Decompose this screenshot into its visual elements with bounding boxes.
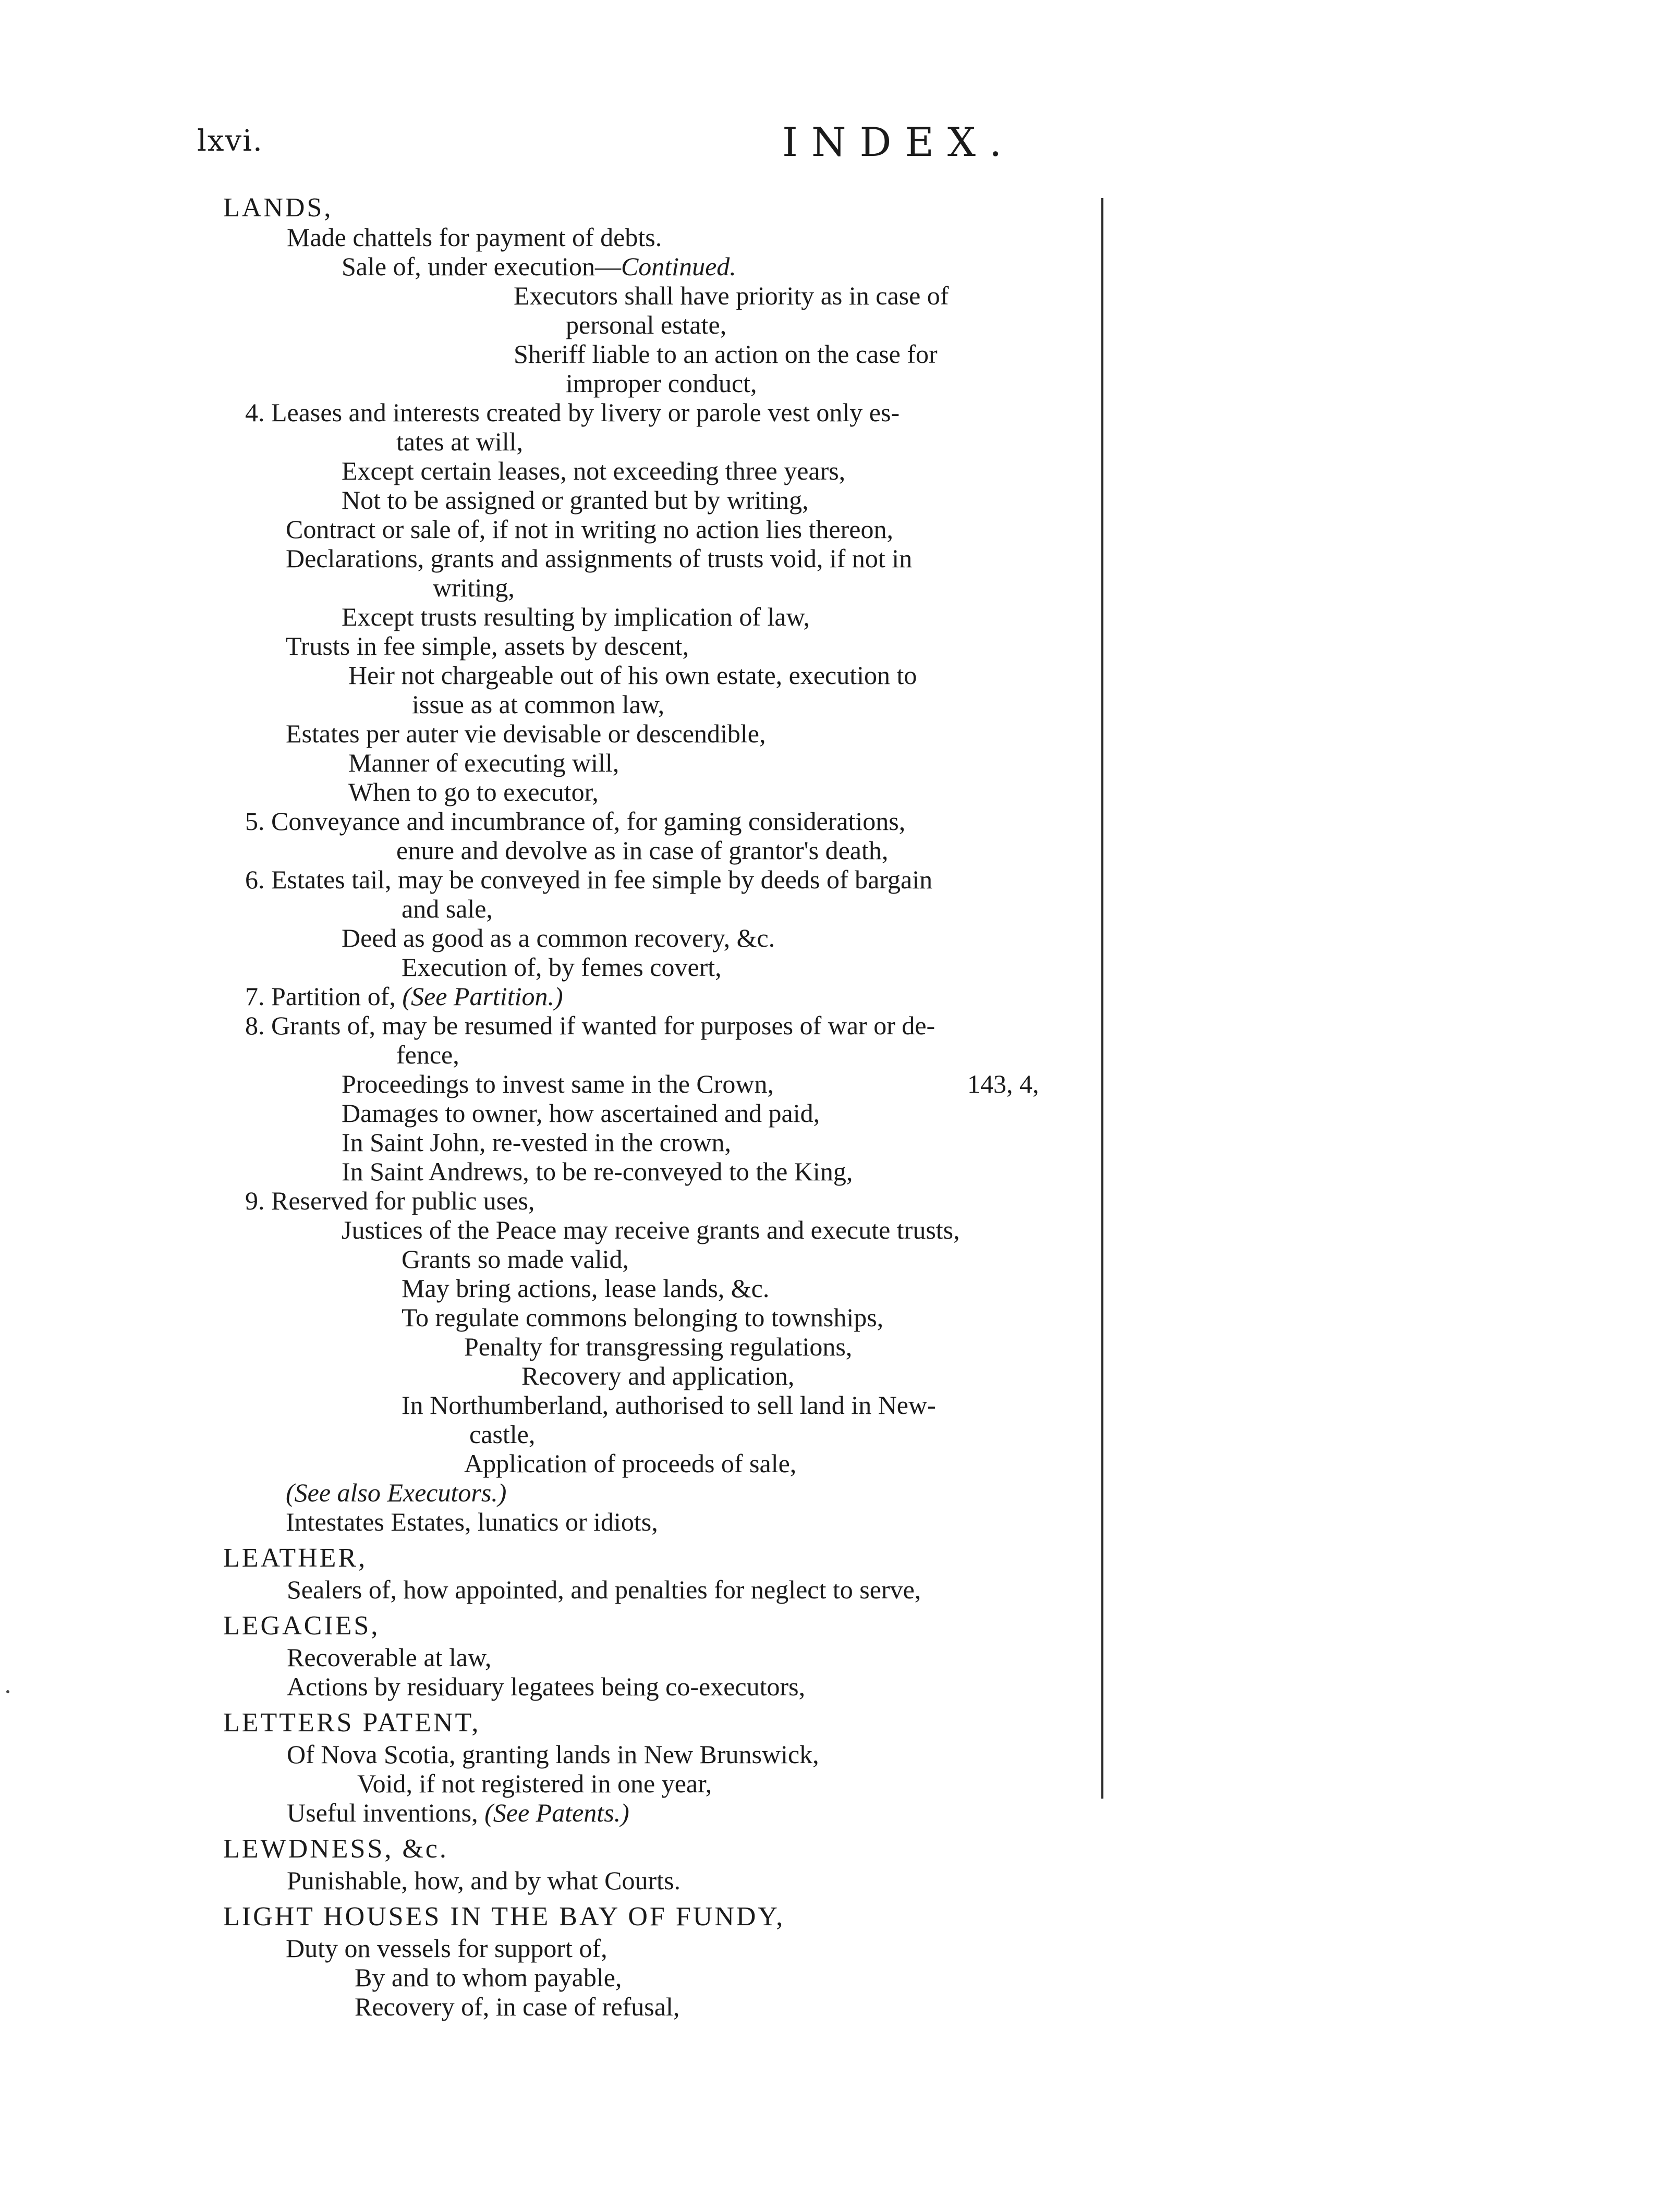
index-heading	[223, 1543, 367, 1573]
entry-text: Punishable, how, and by what Courts.	[287, 1866, 681, 1895]
index-entry	[348, 748, 619, 778]
entry-cross-reference: (See Partition.)	[402, 982, 563, 1011]
entry-text: Of Nova Scotia, granting lands in New Brunswick,	[287, 1740, 819, 1769]
entry-text: 7. Partition of,	[245, 982, 403, 1011]
entry-text: issue as at common law,	[412, 690, 665, 719]
index-entry	[342, 456, 845, 486]
index-entry	[566, 368, 757, 398]
entry-text: Sealers of, how appointed, and penalties for neglect to serve,	[287, 1575, 921, 1604]
entry-text: By and to whom payable,	[355, 1963, 622, 1992]
index-entry	[287, 1642, 491, 1672]
entry-text: LEATHER,	[223, 1543, 368, 1573]
index-entry	[348, 777, 599, 807]
index-heading	[223, 193, 333, 223]
entry-text: Made chattels for payment of debts.	[287, 223, 662, 252]
index-entry	[286, 1933, 607, 1963]
entry-cross-reference: Continued.	[621, 252, 736, 281]
entry-text: castle,	[469, 1420, 536, 1449]
index-entry	[396, 1040, 459, 1070]
index-entry	[245, 981, 563, 1011]
index-entry	[286, 514, 893, 544]
index-entry	[287, 1798, 629, 1828]
entry-text: Estates per auter vie devisable or descendible,	[286, 719, 766, 748]
entry-text: 5. Conveyance and incumbrance of, for gaming considerations,	[245, 806, 906, 836]
index-entry	[342, 602, 810, 632]
entry-text: Recoverable at law,	[287, 1643, 492, 1672]
entry-text: In Saint John, re-vested in the crown,	[342, 1128, 732, 1157]
index-entry	[355, 1991, 679, 2022]
index-entry	[469, 1419, 535, 1449]
entry-text: Damages to owner, how ascertained and paid,	[342, 1098, 820, 1128]
page-folio: lxvi.	[197, 124, 263, 158]
index-entry	[464, 1331, 852, 1362]
entry-text: When to go to executor,	[348, 777, 599, 806]
entry-secondary-page-ref: 143, 4,	[967, 1069, 1039, 1098]
index-entry	[566, 310, 726, 340]
entry-text: LIGHT HOUSES IN THE BAY OF FUNDY,	[223, 1902, 785, 1932]
entry-text: 6. Estates tail, may be conveyed in fee simple by deeds of bargain	[245, 865, 933, 894]
entry-text: Sheriff liable to an action on the case for	[514, 339, 938, 369]
index-entry	[342, 1069, 774, 1099]
entry-text: Execution of, by femes covert,	[402, 952, 722, 982]
entry-text: 9. Reserved for public uses,	[245, 1186, 535, 1215]
index-entry	[464, 1448, 796, 1478]
entry-text: writing,	[433, 573, 515, 602]
entry-text: fence,	[396, 1040, 459, 1069]
entry-text: Contract or sale of, if not in writing no action lies thereon,	[286, 515, 893, 544]
entry-text: enure and devolve as in case of grantor's death,	[396, 836, 889, 865]
entry-text: and sale,	[402, 894, 493, 923]
index-heading	[223, 1902, 785, 1932]
running-title: INDEX.	[782, 119, 1016, 165]
stray-mark	[6, 1690, 9, 1693]
index-entry	[245, 1010, 935, 1041]
index-entry	[355, 1962, 622, 1993]
entry-text: tates at will,	[396, 427, 523, 456]
entry-text: Recovery of, in case of refusal,	[355, 1992, 680, 2021]
index-entry	[245, 1186, 534, 1216]
entry-text: Manner of executing will,	[348, 748, 619, 777]
index-entry	[286, 543, 912, 573]
entry-text: Void, if not registered in one year,	[357, 1769, 712, 1798]
page-number-column-rule	[1101, 198, 1103, 1799]
entry-cross-reference: (See also Executors.)	[286, 1478, 507, 1507]
entry-text: 8. Grants of, may be resumed if wanted for purposes of war or de-	[245, 1011, 935, 1040]
index-entry	[245, 397, 900, 427]
index-entry	[402, 1302, 883, 1333]
index-entry	[342, 1127, 731, 1157]
index-entry	[287, 1739, 819, 1769]
index-entry	[287, 1574, 921, 1605]
index-heading	[223, 1611, 380, 1641]
entry-text: Application of proceeds of sale,	[464, 1449, 797, 1478]
entry-text: Sale of, under execution—	[342, 252, 621, 281]
index-entry	[396, 835, 888, 865]
entry-text: Justices of the Peace may receive grants and execute trusts,	[342, 1215, 960, 1244]
index-entry	[357, 1768, 712, 1799]
entry-text: Duty on vessels for support of,	[286, 1934, 607, 1963]
entry-text: Deed as good as a common recovery, &c.	[342, 923, 775, 952]
entry-text: Not to be assigned or granted but by writing,	[342, 485, 809, 515]
index-entry	[245, 806, 905, 836]
index-entry	[348, 660, 917, 690]
entry-text: Except trusts resulting by implication of law,	[342, 602, 810, 631]
index-entry	[433, 572, 515, 603]
entry-text: LETTERS PATENT,	[223, 1708, 481, 1738]
index-entry	[286, 718, 765, 749]
entry-text: Grants so made valid,	[402, 1244, 629, 1274]
entry-text: Heir not chargeable out of his own estate, execution to	[348, 661, 917, 690]
entry-text: In Northumberland, authorised to sell land in New-	[402, 1390, 936, 1420]
index-entry	[514, 280, 949, 311]
index-entry	[287, 222, 662, 252]
index-heading	[223, 1834, 448, 1864]
entry-text: Executors shall have priority as in case of	[514, 281, 949, 310]
entry-text: Useful inventions,	[287, 1798, 485, 1827]
index-entry	[342, 1215, 960, 1245]
entry-text: To regulate commons belonging to townships,	[402, 1303, 884, 1332]
index-entry	[402, 1244, 629, 1274]
index-entry	[342, 251, 736, 282]
entry-text: LEGACIES,	[223, 1611, 380, 1641]
entry-text: LEWDNESS, &c.	[223, 1834, 448, 1864]
index-entry	[286, 1477, 506, 1508]
index-entry	[402, 952, 722, 982]
index-entry	[521, 1361, 794, 1391]
index-entry	[286, 631, 689, 661]
index-entry	[412, 689, 664, 719]
index-entry	[286, 1507, 658, 1537]
entry-text: improper conduct,	[566, 369, 757, 398]
index-entry	[287, 1865, 680, 1896]
index-entry	[342, 1098, 820, 1128]
entry-text: Trusts in fee simple, assets by descent,	[286, 631, 689, 661]
index-entry	[396, 426, 523, 457]
entry-text: 4. Leases and interests created by livery or parole vest only es-	[245, 398, 900, 427]
entry-text: Actions by residuary legatees being co-executors,	[287, 1672, 806, 1701]
entry-text: Recovery and application,	[521, 1361, 795, 1390]
index-entry	[402, 1390, 936, 1420]
index-entry	[402, 1273, 769, 1303]
index-heading	[223, 1708, 480, 1738]
entry-text: Except certain leases, not exceeding three years,	[342, 456, 846, 485]
entry-text: Declarations, grants and assignments of trusts void, if not in	[286, 544, 913, 573]
index-entry	[287, 1671, 805, 1702]
entry-text: Intestates Estates, lunatics or idiots,	[286, 1507, 658, 1536]
index-entry	[245, 864, 932, 895]
index-entry	[342, 923, 775, 953]
entry-cross-reference: (See Patents.)	[484, 1798, 629, 1827]
entry-text: In Saint Andrews, to be re-conveyed to the King,	[342, 1157, 853, 1186]
index-entry	[514, 339, 938, 369]
entry-text: LANDS,	[223, 193, 333, 223]
entry-text: May bring actions, lease lands, &c.	[402, 1274, 770, 1303]
entry-text: Penalty for transgressing regulations,	[464, 1332, 853, 1361]
entry-text: Proceedings to invest same in the Crown,	[342, 1069, 774, 1098]
index-entry	[342, 1156, 853, 1187]
index-entry	[402, 894, 493, 924]
index-entry	[342, 485, 809, 515]
entry-text: personal estate,	[566, 310, 727, 339]
